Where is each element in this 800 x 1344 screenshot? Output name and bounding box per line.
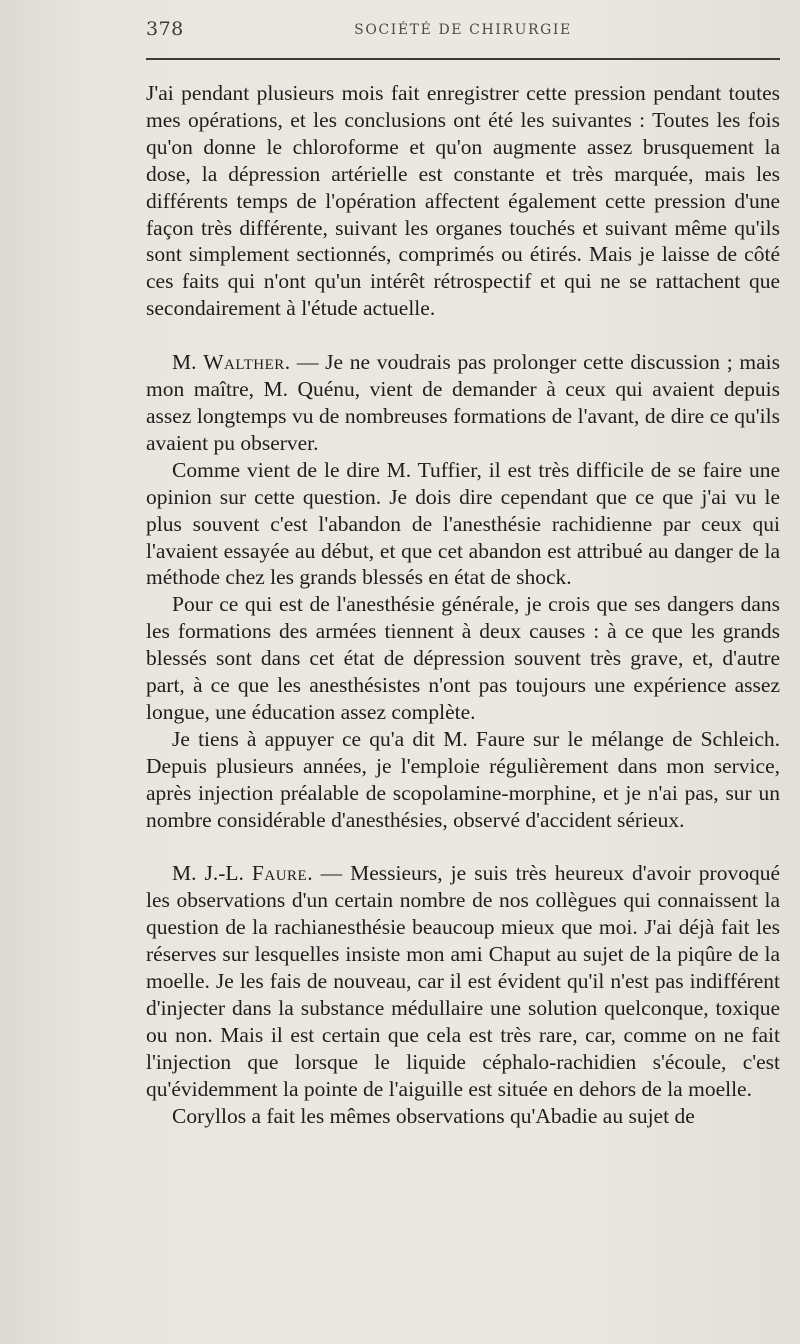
paragraph-text: . — Je ne voudrais pas prolonger cette discussion ; mais mon maître, M. Quénu, vient de demander à ceux qui avaient depuis assez longtemps vu de nombreuses formations de l'avant, de dire ce qu'ils avaient pu observer.: [146, 350, 780, 455]
page-header: [146, 18, 780, 46]
paragraph-text: . — Messieurs, je suis très heureux d'avoir provoqué les observations d'un certain nombre de nos collègues qui connaissent la question de la rachianesthésie beaucoup mieux que moi. J'ai déjà fait les réserves sur lesquelles insiste mon ami Chaput au sujet de la piqûre de la moelle. Je les fais de nouveau, car il est évident qu'il n'est pas indifférent d'injecter dans la substance médullaire une solution quelconque, toxique ou non. Mais il est certain que cela est très rare, car, comme on ne fait l'injection que lorsque le liquide céphalo-rachidien s'écoule, c'est qu'évidemment la pointe de l'aiguille est située en dehors de la moelle.: [146, 861, 780, 1101]
paragraph: Je tiens à appuyer ce qu'a dit M. Faure sur le mélange de Schleich. Depuis plusieurs années, je l'emploie régulièrement dans mon service, après injection préalable de scopolamine-morphine, et je n'ai pas, sur un nombre considérable d'anesthésies, observé d'accident sérieux.: [146, 726, 780, 832]
header-rule: [146, 58, 780, 60]
speaker-name: Faure: [251, 861, 308, 886]
speaker-prefix: M.: [172, 350, 204, 375]
paragraph: Coryllos a fait les mêmes observations qu'Abadie au sujet de: [172, 1103, 695, 1128]
paragraph-faure: [146, 860, 780, 1102]
paragraph-walther: [146, 349, 780, 457]
running-title: SOCIÉTÉ DE CHIRURGIE: [354, 22, 572, 38]
document-body: [146, 80, 780, 1130]
paragraph: Comme vient de le dire M. Tuffier, il est très difficile de se faire une opinion sur cette question. Je dois dire cependant que ce que j'ai vu le plus souvent c'est l'abandon de l'anesthésie rachidienne par ceux qui l'avaient essayée au début, et que cet abandon est attribué au danger de la méthode chez les grands blessés en état de shock.: [146, 457, 780, 590]
page-number: 378: [146, 18, 184, 40]
speaker-prefix: M. J.-L.: [172, 861, 252, 886]
paragraph: J'ai pendant plusieurs mois fait enregistrer cette pression pendant toutes mes opérations, et les conclusions ont été les suivantes : Toutes les fois qu'on donne le chloroforme et qu'on augmente assez brusquement la dose, la dépression artérielle est constante et très marquée, mais les différents temps de l'opération affectent également cette pression d'une façon très différente, suivant les organes touchés et suivant même qu'ils sont simplement sectionnés, comprimés ou étirés. Mais je laisse de côté ces faits qui n'ont qu'un intérêt rétrospectif et qui ne se rattachent que secondairement à l'étude actuelle.: [146, 81, 780, 321]
speaker-name: Walther: [203, 350, 285, 375]
paragraph: Pour ce qui est de l'anesthésie générale, je crois que ses dangers dans les formations des armées tiennent à deux causes : à ce que les grands blessés sont dans cet état de dépression souvent très grave, et, d'autre part, à ce que les anesthésistes n'ont pas toujours une expérience assez longue, une éducation assez complète.: [146, 592, 780, 724]
